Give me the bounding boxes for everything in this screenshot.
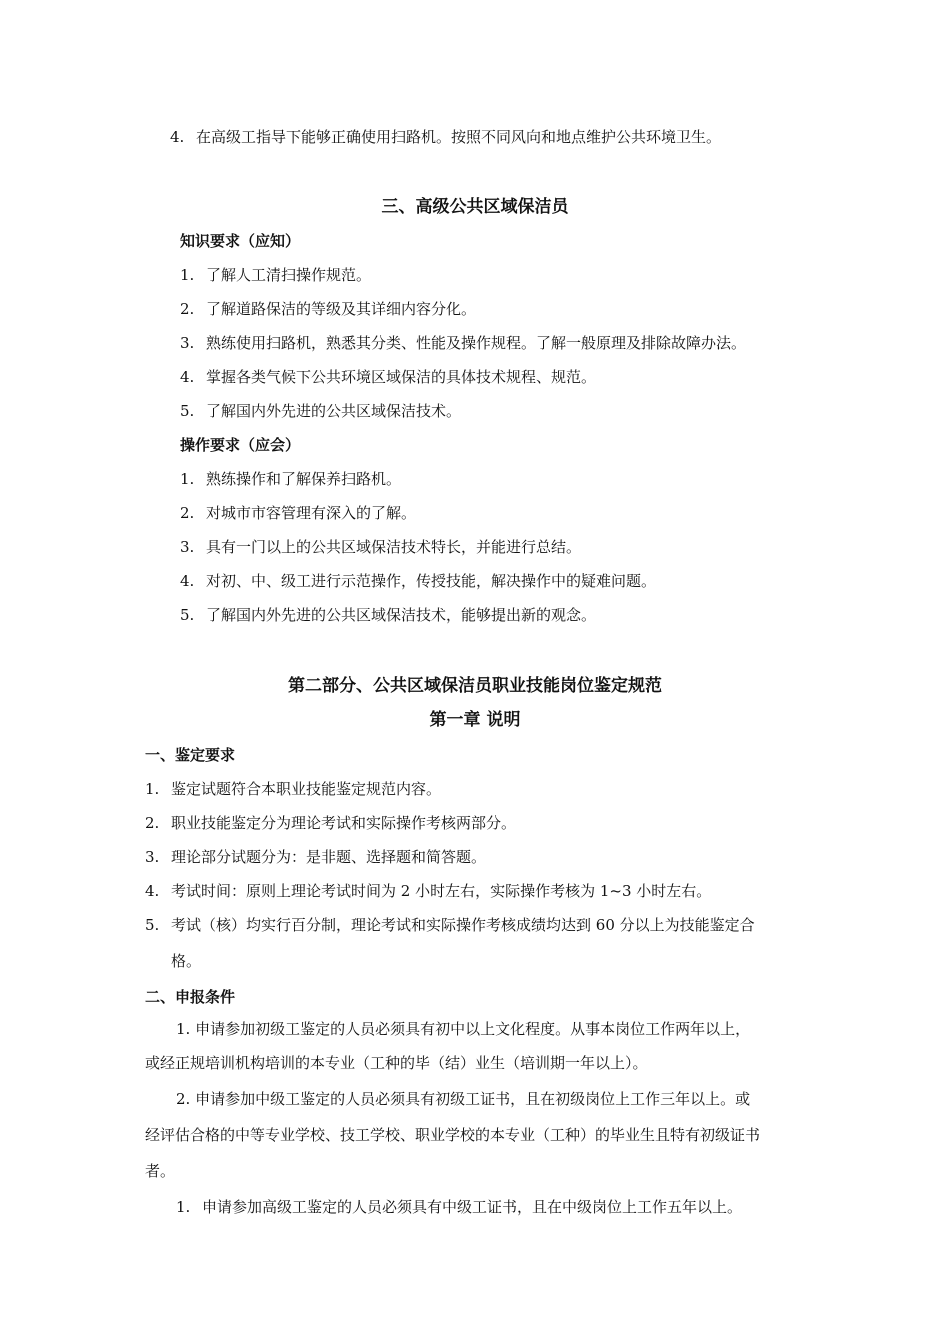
list-number: 4. — [170, 128, 185, 146]
list-number: 4. — [180, 368, 195, 386]
list-text: 理论部分试题分为：是非题、选择题和简答题。 — [171, 848, 487, 866]
list-number: 2. — [180, 300, 195, 318]
list-text: 了解国内外先进的公共区域保洁技术，能够提出新的观念。 — [206, 606, 597, 624]
list-item — [180, 605, 596, 625]
list-item — [176, 1197, 742, 1217]
list-item-continuation: 格。 — [171, 952, 202, 970]
list-number: 2. — [145, 814, 160, 832]
conditions-heading: 二、申报条件 — [145, 988, 236, 1006]
list-item — [145, 847, 486, 867]
list-text: 考试时间：原则上理论考试时间为 2 小时左右，实际操作考核为 1~3 小时左右。 — [171, 882, 712, 900]
list-item — [145, 813, 516, 833]
list-number: 1. — [180, 266, 195, 284]
list-number: 2. — [180, 504, 195, 522]
list-text: 对城市市容管理有深入的了解。 — [206, 504, 417, 522]
list-number: 1. — [145, 780, 160, 798]
list-text: 对初、中、级工进行示范操作，传授技能，解决操作中的疑难问题。 — [206, 572, 657, 590]
list-text: 鉴定试题符合本职业技能鉴定规范内容。 — [171, 780, 442, 798]
list-number: 4. — [145, 882, 160, 900]
list-number: 5. — [145, 916, 160, 934]
list-text: 在高级工指导下能够正确使用扫路机。按照不同风向和地点维护公共环境卫生。 — [196, 128, 722, 146]
list-text: 职业技能鉴定分为理论考试和实际操作考核两部分。 — [171, 814, 517, 832]
list-item — [145, 881, 711, 901]
list-item — [180, 469, 401, 489]
list-text: 掌握各类气候下公共环境区域保洁的具体技术规程、规范。 — [206, 368, 597, 386]
list-item — [145, 915, 755, 935]
list-text: 了解道路保洁的等级及其详细内容分化。 — [206, 300, 477, 318]
paragraph-line: 2. 申请参加中级工鉴定的人员必须具有初级工证书，且在初级岗位上工作三年以上。或 — [176, 1090, 751, 1108]
operation-heading: 操作要求（应会） — [180, 436, 301, 454]
list-item — [145, 779, 441, 799]
list-number: 1. — [180, 470, 195, 488]
list-item — [180, 333, 746, 353]
list-text: 考试（核）均实行百分制，理论考试和实际操作考核成绩均达到 60 分以上为技能鉴定合 — [171, 916, 755, 934]
list-text: 申请参加高级工鉴定的人员必须具有中级工证书，且在中级岗位上工作五年以上。 — [202, 1198, 743, 1216]
knowledge-heading: 知识要求（应知） — [180, 232, 301, 250]
list-text: 熟练操作和了解保养扫路机。 — [206, 470, 402, 488]
list-text: 了解国内外先进的公共区域保洁技术。 — [206, 402, 462, 420]
requirements-heading: 一、鉴定要求 — [145, 746, 236, 764]
list-item — [170, 127, 721, 147]
list-number: 3. — [180, 334, 195, 352]
paragraph-line: 或经正规培训机构培训的本专业（工种的毕（结）业生（培训期一年以上）。 — [145, 1054, 648, 1072]
paragraph-line: 1. 申请参加初级工鉴定的人员必须具有初中以上文化程度。从事本岗位工作两年以上， — [176, 1020, 751, 1038]
list-number: 3. — [145, 848, 160, 866]
paragraph-line: 者。 — [145, 1162, 176, 1180]
section-title: 三、高级公共区域保洁员 — [381, 197, 569, 217]
list-item — [180, 265, 371, 285]
list-item — [180, 537, 581, 557]
list-item — [180, 299, 476, 319]
paragraph-line: 经评估合格的中等专业学校、技工学校、职业学校的本专业（工种）的毕业生且特有初级证书 — [145, 1126, 761, 1144]
list-number: 4. — [180, 572, 195, 590]
list-text: 熟练使用扫路机，熟悉其分类、性能及操作规程。了解一般原理及排除故障办法。 — [206, 334, 747, 352]
list-text: 了解人工清扫操作规范。 — [206, 266, 372, 284]
list-number: 5. — [180, 606, 195, 624]
list-text: 具有一门以上的公共区域保洁技术特长，并能进行总结。 — [206, 538, 582, 556]
part-title: 第二部分、公共区域保洁员职业技能岗位鉴定规范 — [288, 676, 662, 696]
list-number: 5. — [180, 402, 195, 420]
list-item — [180, 367, 596, 387]
list-item — [180, 503, 416, 523]
list-item — [180, 401, 461, 421]
list-number: 1. — [176, 1198, 191, 1216]
list-item — [180, 571, 656, 591]
chapter-title: 第一章 说明 — [429, 710, 521, 730]
list-number: 3. — [180, 538, 195, 556]
